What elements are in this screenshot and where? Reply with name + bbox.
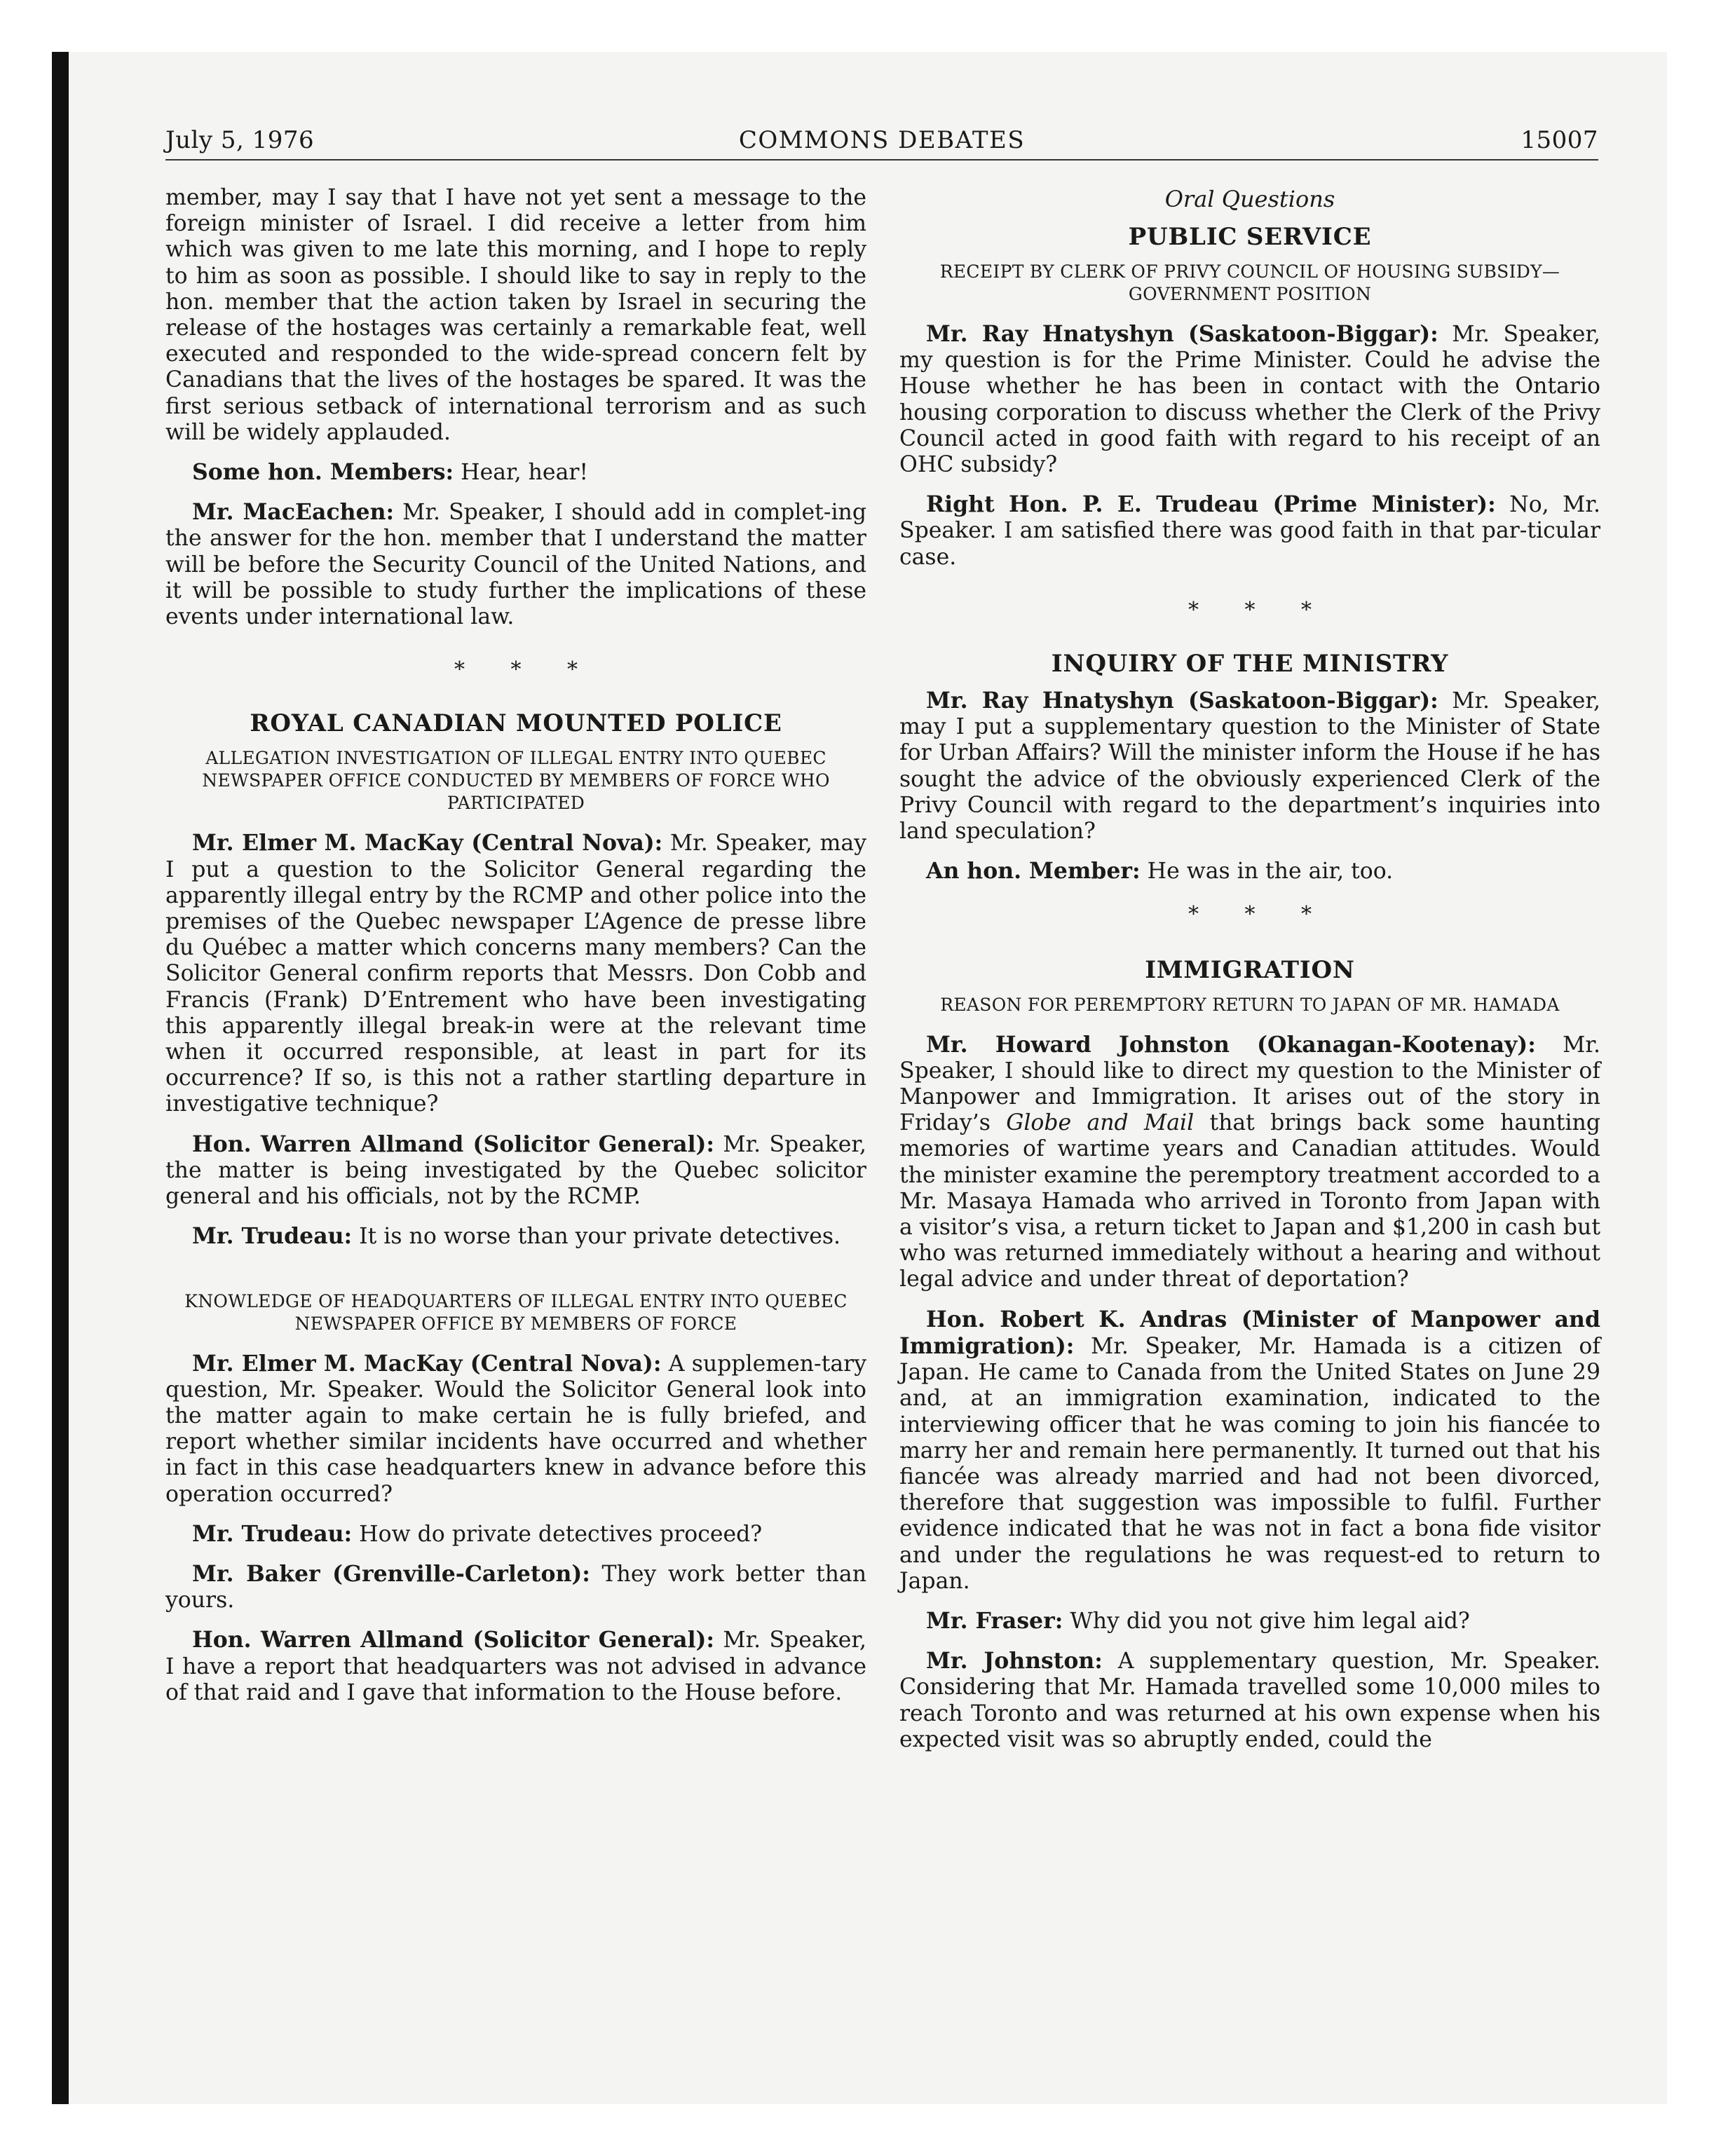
paragraph (165, 830, 866, 1117)
speaker-name: Mr. Howard Johnston (Okanagan-Kootenay): (926, 1031, 1536, 1058)
speaker-name: Mr. Trudeau: (192, 1223, 353, 1250)
paragraph (165, 459, 866, 486)
paragraph-text: Mr. Speaker, the matter is being investigated by the Quebec solicitor general and his officials, not by the RCMP. (165, 1131, 866, 1210)
speaker-name: Mr. MacEachen: (192, 499, 395, 526)
paragraph-text: It is no worse than your private detectives. (352, 1224, 841, 1250)
paragraph-text: Why did you not give him legal aid? (1063, 1608, 1470, 1634)
paragraph-text: that brings back some haunting memories of wartime years and Canadian attitudes. Would the minister examine the peremptory treatment accorded to a Mr. Masaya Hamada who arrived in Toronto from Japan with a visitor’s visa, a return ticket to Japan and $1,200 in cash but who was returned immediately without a hearing and without legal advice and under threat of deportation? (899, 1110, 1600, 1292)
paragraph-text: Mr. Speaker, my question is for the Prime Minister. Could he advise the House whether he has been in contact with the Ontario housing corporation to discuss whether the Clerk of the Privy Council acted in good faith with regard to his receipt of an OHC subsidy? (899, 322, 1600, 478)
page-header (165, 126, 1598, 163)
paragraph (165, 1131, 866, 1210)
newspaper-title: Globe and Mail (1006, 1110, 1195, 1136)
paragraph (899, 688, 1600, 845)
paragraph (165, 1627, 866, 1706)
paragraph-text: A supplementary question, Mr. Speaker. Considering that Mr. Hamada travelled some 10,000 miles to reach Toronto and was returned at his own expense when his expected visit was so abruptly ended, could the (899, 1649, 1600, 1752)
speaker-name: Hon. Robert K. Andras (Minister of Manpower and Immigration): (899, 1306, 1600, 1359)
paragraph-text: How do private detectives proceed? (352, 1521, 763, 1547)
scan-bottom-margin (52, 2104, 1667, 2156)
speaker-name: Mr. Ray Hnatyshyn (Saskatoon-Biggar): (926, 321, 1438, 347)
paragraph (165, 1351, 866, 1508)
header-date: July 5, 1976 (165, 126, 315, 154)
left-column (165, 185, 866, 1719)
paragraph (899, 1306, 1600, 1595)
header-rule (165, 159, 1598, 161)
speaker-name: Hon. Warren Allmand (Solicitor General): (192, 1627, 715, 1653)
paragraph-text: They work better than yours. (165, 1561, 866, 1613)
paragraph-text: A supplemen-tary question, Mr. Speaker. Would the Solicitor General look into the matter again to make certain he is fully briefed, and report whether similar incidents have occurred and whether in fact in this case headquarters knew in advance before this operation occurred? (165, 1351, 866, 1507)
speaker-name: Mr. Fraser: (926, 1607, 1063, 1634)
section-heading: IMMIGRATION (1145, 955, 1355, 984)
speaker-name: Right Hon. P. E. Trudeau (Prime Minister): (926, 491, 1496, 518)
subheading: REASON FOR PEREMPTORY RETURN TO JAPAN OF MR. HAMADA (940, 994, 1560, 1015)
section-heading: INQUIRY OF THE MINISTRY (1051, 650, 1449, 678)
section-heading: PUBLIC SERVICE (1128, 223, 1372, 251)
paragraph-text: Mr. Speaker, may I put a supplementary question to the Minister of State for Urban Affairs? Will the minister inform the House if he has sought the advice of the obviously experienced Clerk of the Privy Council with regard to the department’s inquiries into land speculation? (899, 688, 1600, 845)
speaker-name: Some hon. Members: (192, 459, 454, 486)
paragraph-text: No, Mr. Speaker. I am satisfied there was good faith in that par-ticular case. (899, 492, 1600, 570)
paragraph (899, 1032, 1600, 1293)
speaker-name: An hon. Member: (926, 858, 1141, 885)
scan-dark-edge (52, 52, 69, 2104)
subheading: RECEIPT BY CLERK OF PRIVY COUNCIL OF HOUSING SUBSIDY—GOVERNMENT POSITION (939, 261, 1560, 304)
section-separator: * * * (1188, 902, 1332, 927)
paragraph (899, 1648, 1600, 1753)
speaker-name: Mr. Elmer M. MacKay (Central Nova): (192, 1350, 662, 1377)
header-page-number: 15007 (1520, 126, 1598, 154)
paragraph-text: He was in the air, too. (1140, 859, 1394, 885)
paragraph-text: Mr. Speaker, I have a report that headquarters was not advised in advance of that raid and I gave that information to the House before. (165, 1628, 866, 1705)
section-separator: * * * (1188, 597, 1332, 622)
paragraph-text: Hear, hear! (454, 460, 589, 486)
header-title: COMMONS DEBATES (738, 126, 1026, 154)
speaker-name: Hon. Warren Allmand (Solicitor General): (192, 1131, 715, 1157)
speaker-name: Mr. Elmer M. MacKay (Central Nova): (192, 830, 663, 857)
paragraph (899, 1608, 1600, 1635)
paragraph (899, 858, 1600, 885)
section-title: Oral Questions (1164, 186, 1335, 212)
paragraph-text: member, may I say that I have not yet sent a message to the foreign minister of Israel. I did receive a letter from him which was given to me late this morning, and I hope to reply to him as soon as possible. I should like to say in reply to the hon. member that the action taken by Israel in securing the release of the hostages was certainly a remarkable feat, well executed and responded to the wide-spread concern felt by Canadians that the lives of the hostages be spared. It was the first serious setback of international terrorism and as such will be widely applauded. (165, 185, 866, 445)
paragraph-text: Mr. Speaker, may I put a question to the Solicitor General regarding the apparently illegal entry by the RCMP and other police into the premises of the Quebec newspaper L’Agence de presse libre du Québec a matter which concerns many members? Can the Solicitor General confirm reports that Messrs. Don Cobb and Francis (Frank) D’Entrement who have been investigating this apparently illegal break-in were at the relevant time when it occurred responsible, at least in part for its occurrence? If so, is this not a rather startling departure in investigative technique? (165, 831, 866, 1117)
paragraph-text: Mr. Speaker, Mr. Hamada is a citizen of Japan. He came to Canada from the United States on June 29 and, at an immigration examination, indicated to the interviewing officer that he was coming to join his fiancée to marry her and remain here permanently. It turned out that his fiancée was already married and had not been divorced, therefore that suggestion was impossible to fulfil. Further evidence indicated that he was not in fact a bona fide visitor and under the regulations he was request-ed to return to Japan. (899, 1333, 1600, 1594)
paragraph (165, 499, 866, 630)
subheading: ALLEGATION INVESTIGATION OF ILLEGAL ENTRY INTO QUEBEC NEWSPAPER OFFICE CONDUCTED BY MEMBERS OF FORCE WHO PARTICIPATED (202, 748, 830, 814)
paragraph (165, 1561, 866, 1613)
paragraph (899, 321, 1600, 478)
section-heading: ROYAL CANADIAN MOUNTED POLICE (250, 709, 782, 738)
speaker-name: Mr. Ray Hnatyshyn (Saskatoon-Biggar): (926, 688, 1438, 714)
paragraph-text: Mr. Speaker, I should like to direct my question to the Minister of Manpower and Immigration. It arises out of the story in Friday’s (899, 1032, 1600, 1136)
paragraph (899, 491, 1600, 571)
paragraph-text: Mr. Speaker, I should add in complet-ing the answer for the hon. member that I understand the matter will be before the Security Council of the United Nations, and it will be possible to study further the implications of these events under international law. (165, 500, 866, 630)
paragraph (165, 1521, 866, 1548)
section-separator: * * * (454, 657, 598, 683)
speaker-name: Mr. Baker (Grenville-Carleton): (192, 1560, 590, 1587)
paragraph (165, 1223, 866, 1250)
speaker-name: Mr. Trudeau: (192, 1520, 353, 1547)
speaker-name: Mr. Johnston: (926, 1648, 1103, 1674)
paragraph (165, 185, 866, 446)
subheading: KNOWLEDGE OF HEADQUARTERS OF ILLEGAL ENTRY INTO QUEBEC NEWSPAPER OFFICE BY MEMBERS OF FORCE (184, 1290, 848, 1334)
right-column (899, 185, 1600, 1766)
spacer (165, 1264, 866, 1290)
